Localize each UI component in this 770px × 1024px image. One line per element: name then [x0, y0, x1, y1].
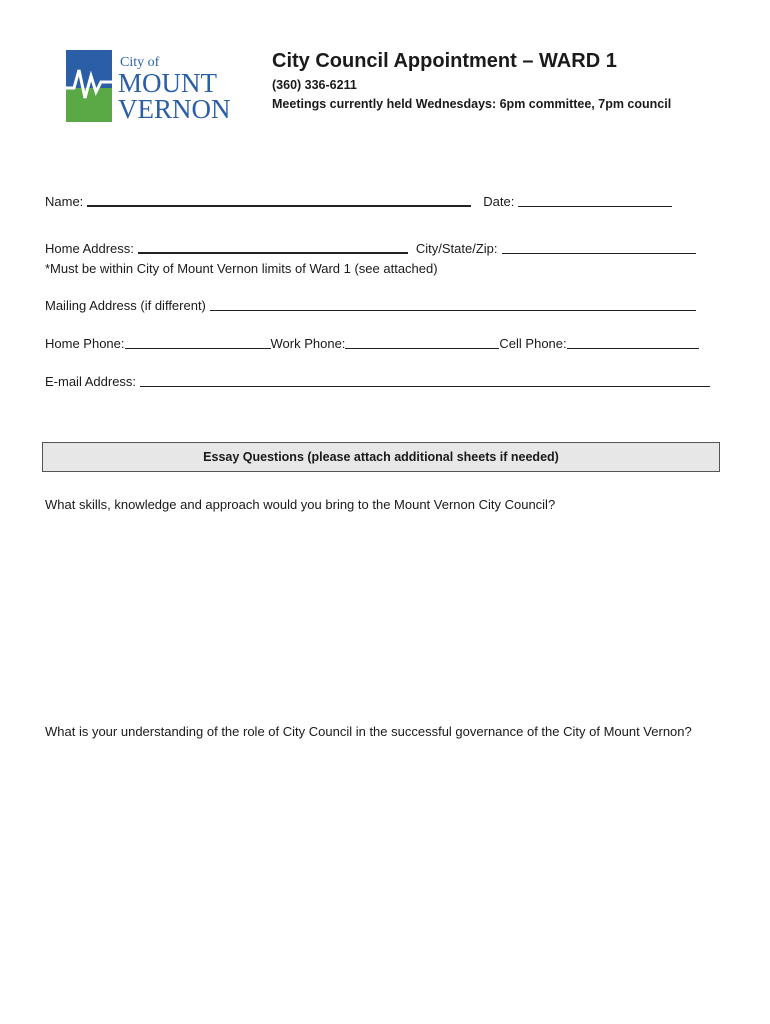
date-field[interactable]	[518, 205, 672, 207]
meeting-info: Meetings currently held Wednesdays: 6pm committee, 7pm council	[272, 97, 672, 111]
home-phone-field[interactable]	[125, 347, 271, 349]
city-state-zip-field[interactable]	[502, 252, 696, 254]
mailing-address-field[interactable]	[210, 309, 696, 311]
city-logo	[64, 48, 248, 124]
page-title: City Council Appointment – WARD 1	[272, 50, 617, 72]
cell-phone-label: Cell Phone:	[499, 336, 567, 351]
logo-small-text: City of	[120, 55, 160, 70]
email-field[interactable]	[140, 385, 710, 387]
work-phone-field[interactable]	[345, 347, 499, 349]
mailing-address-label: Mailing Address (if different)	[45, 298, 206, 313]
phone-number: (360) 336-6211	[272, 78, 357, 92]
city-state-zip-label: City/State/Zip:	[415, 241, 498, 256]
phone-row	[45, 336, 699, 351]
mount-vernon-logo-icon	[64, 48, 248, 124]
name-label: Name:	[45, 194, 84, 209]
mailing-row	[45, 298, 700, 313]
home-address-field[interactable]	[138, 251, 408, 254]
name-date-row	[45, 194, 676, 209]
name-field[interactable]	[87, 204, 471, 207]
email-row	[45, 374, 714, 389]
logo-line2: VERNON	[118, 94, 231, 124]
essay-header-text: Essay Questions (please attach additional sheets if needed)	[203, 450, 559, 464]
logo-line1: MOUNT	[118, 68, 217, 98]
home-address-label: Home Address:	[45, 241, 134, 256]
date-label: Date:	[483, 194, 515, 209]
essay-question-2: What is your understanding of the role of City Council in the successful governance of the City of Mount Vernon?	[45, 724, 692, 739]
address-row	[45, 241, 700, 256]
cell-phone-field[interactable]	[567, 347, 699, 349]
essay-question-1: What skills, knowledge and approach would you bring to the Mount Vernon City Council?	[45, 497, 556, 512]
ward-note: *Must be within City of Mount Vernon limits of Ward 1 (see attached)	[45, 261, 438, 276]
email-label: E-mail Address:	[45, 374, 137, 389]
essay-header	[42, 442, 720, 472]
work-phone-label: Work Phone:	[270, 336, 346, 351]
home-phone-label: Home Phone:	[45, 336, 125, 351]
